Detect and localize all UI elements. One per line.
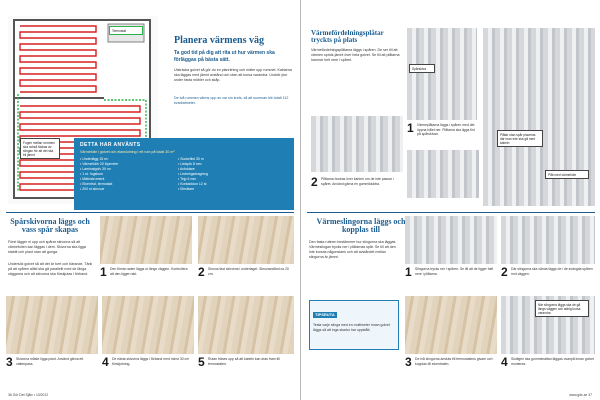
step-number: 2 (198, 265, 205, 279)
tip-box (309, 300, 399, 350)
callout-sparskiva: Spårskiva (409, 64, 435, 73)
step-number: 1 (100, 265, 107, 279)
step-text: Där slingorna ska vända läggs de i de svängda spåren mot väggen. (511, 267, 593, 276)
materials-item: • 1 st. fogskum (80, 172, 104, 177)
materials-box-sub: Värmefolie i golvet och elanslutning i ett rum på totalt 30 m² (80, 150, 175, 154)
hero-intro: Ta god tid på dig att rita ut hur värmen ska förläggas på bästa sätt. (174, 50, 275, 63)
step-number: 3 (6, 355, 13, 369)
section-rule (6, 212, 294, 213)
step-text: Slingorna trycks ner i spåren. Se till att de ligger helt nere i plåtarna. (415, 267, 494, 276)
materials-item: • 200 st skruvar (80, 187, 105, 192)
step-text: Den första raden läggs ut längs väggen. Kontrollera att den ligger rakt. (110, 267, 188, 276)
section-intro: Först lägger ni upp och spårar skivorna så att värmefolien kan läggas i dem. Skivorna ska ligga stabilt och plant utan att gunga. (8, 240, 86, 254)
materials-item: • Underlägg 15 m² (80, 157, 109, 161)
materials-item: • Avfuktare (178, 167, 195, 172)
step-number: 5 (198, 355, 205, 369)
step-number: 2 (501, 265, 508, 279)
materials-lists (80, 157, 288, 192)
step-number: 4 (102, 355, 109, 369)
top-title: Värmefördelningsplåtar tryckts på plats (311, 29, 384, 45)
step-text: Slutligen ska gummimattan läggas ovanpå innan golvet monteras. (511, 357, 594, 366)
photo-router (100, 216, 192, 264)
hero-body: Utsträcka golvet så gör du en planritning och mäter upp rummet. Kablarna ska läggas med jämnt avstånd och utan att korsa varandra. Undvik ytor under fasta möbler och skåp. (174, 68, 292, 82)
step-text: Skivorna måste ligga plant. Använd gärna ett vattenpass. (16, 357, 84, 366)
section-title: Spårskivorna läggs och vass spår skapas (10, 217, 90, 235)
step-text: De två slingorna ansluts till termostatens givare och kopplas till elcentralen. (415, 357, 493, 366)
top-body: Värmefördelningsplåtarna läggs i spåren. De ser till att värmen sprids jämnt över hela golvet. Se till att plåtarna hamnar helt nere i spåret. (311, 48, 400, 62)
tip-header: TIPSRUTA (315, 312, 335, 317)
materials-item: • Ledningsdragning (178, 172, 209, 177)
right-section-title: Värmeslingorna läggs och kopplas till (316, 217, 406, 235)
photo-plates-small (407, 150, 479, 198)
page-folio-right: www.gds.se 37 (569, 393, 592, 397)
step-number: 2 (311, 175, 318, 189)
materials-box (74, 138, 294, 210)
step-text: Rutan fräses upp så att kabeln kan dras fram till termostaten. (208, 357, 280, 366)
materials-box-header: DETTA HAR ANVÄNTS (80, 142, 141, 148)
photo-connect (405, 296, 497, 354)
page-folio-left: 36 Gör Det Själv • 10/2012 (8, 393, 49, 397)
photo-plates-large (483, 28, 595, 206)
callout-slingor: När slingorna läggs ska de gå längs väggen och aldrig korsa varandra (535, 300, 589, 317)
materials-list-1 (80, 157, 170, 192)
materials-item: • Sockellist 30 m (178, 157, 204, 161)
step-number: 1 (407, 121, 414, 135)
floor-plan-label-thermostat: Termostat (109, 26, 143, 35)
materials-item: • Laminatgolv 30 m² (80, 167, 111, 172)
photo-worker-3 (198, 296, 294, 354)
callout-plate-folie: Plåt med värmefolie (545, 170, 589, 179)
materials-item: • Kontaktdon 12 st (178, 182, 207, 187)
photo-plates-hand (311, 116, 403, 172)
step-number: 3 (405, 355, 412, 369)
materials-item: • Elcentral, termostat (80, 182, 113, 187)
section-body: Undersök golvet så att det är torrt och bärande. Tänk på att spåren alltid ska gå parallellt med de långa väggarna och att skivorna ska förskjutas i förband. (8, 262, 93, 276)
step-text: De nästa skivorna läggs i förband med minst 30 cm förskjutning. (112, 357, 190, 366)
hero-tip: De två rummen värms upp av var sin krets, så att summan blir totalt 112 kvadratmeter. (174, 96, 289, 105)
photo-worker-1 (6, 296, 98, 354)
right-page (300, 0, 600, 400)
hero-title: Planera värmens väg (174, 35, 264, 46)
photo-boards (198, 216, 294, 264)
tip-text: Testa varje slinga med en multimeter innan golvet läggs så att inga skador har uppstått. (313, 323, 390, 332)
materials-item: • Mätinstrument (80, 177, 105, 182)
callout-plates-nospare: Plåtar utan spår placeras där man inte ska gå med kabeln (497, 130, 543, 147)
materials-list-2 (178, 157, 268, 192)
photo-cable-1 (405, 216, 497, 264)
step-text: Värmeplåtarna läggs i spåren med det öppna hålet ner. Plåtarna ska ligga fint på spårskivan. (417, 123, 475, 137)
materials-item: • Tejp 6 mm (178, 177, 197, 182)
floor-plan-callout: Fogen mellan rummen ska också täckas av slingan för att det ska bli jämnt (20, 138, 60, 159)
materials-item: • Elmätare (178, 187, 195, 192)
section-rule (307, 212, 595, 213)
right-section-body: Den fasta rutinen bestämmer hur slingorna ska läggas. Värmeslingan trycks ner i plåtarnas spår. Se till att den inte korsas någonstans och att avståndet mellan slingorna är jämnt. (309, 240, 397, 259)
step-number: 4 (501, 355, 508, 369)
step-text: Skruva fast skivorna i underlaget. Skruvavstånd ca 20 cm. (208, 267, 289, 276)
photo-worker-2 (102, 296, 194, 354)
step-text: Plåtarna bockas över kanten om de inte passar i spåret. Använd gärna en gummiklubba. (321, 177, 394, 186)
photo-plates (407, 28, 477, 120)
materials-item: • Listspik 8 mm (178, 162, 202, 167)
step-number: 1 (405, 265, 412, 279)
materials-item: • Värmefolie 20 löpmeter (80, 162, 119, 167)
photo-cable-2 (501, 216, 595, 264)
